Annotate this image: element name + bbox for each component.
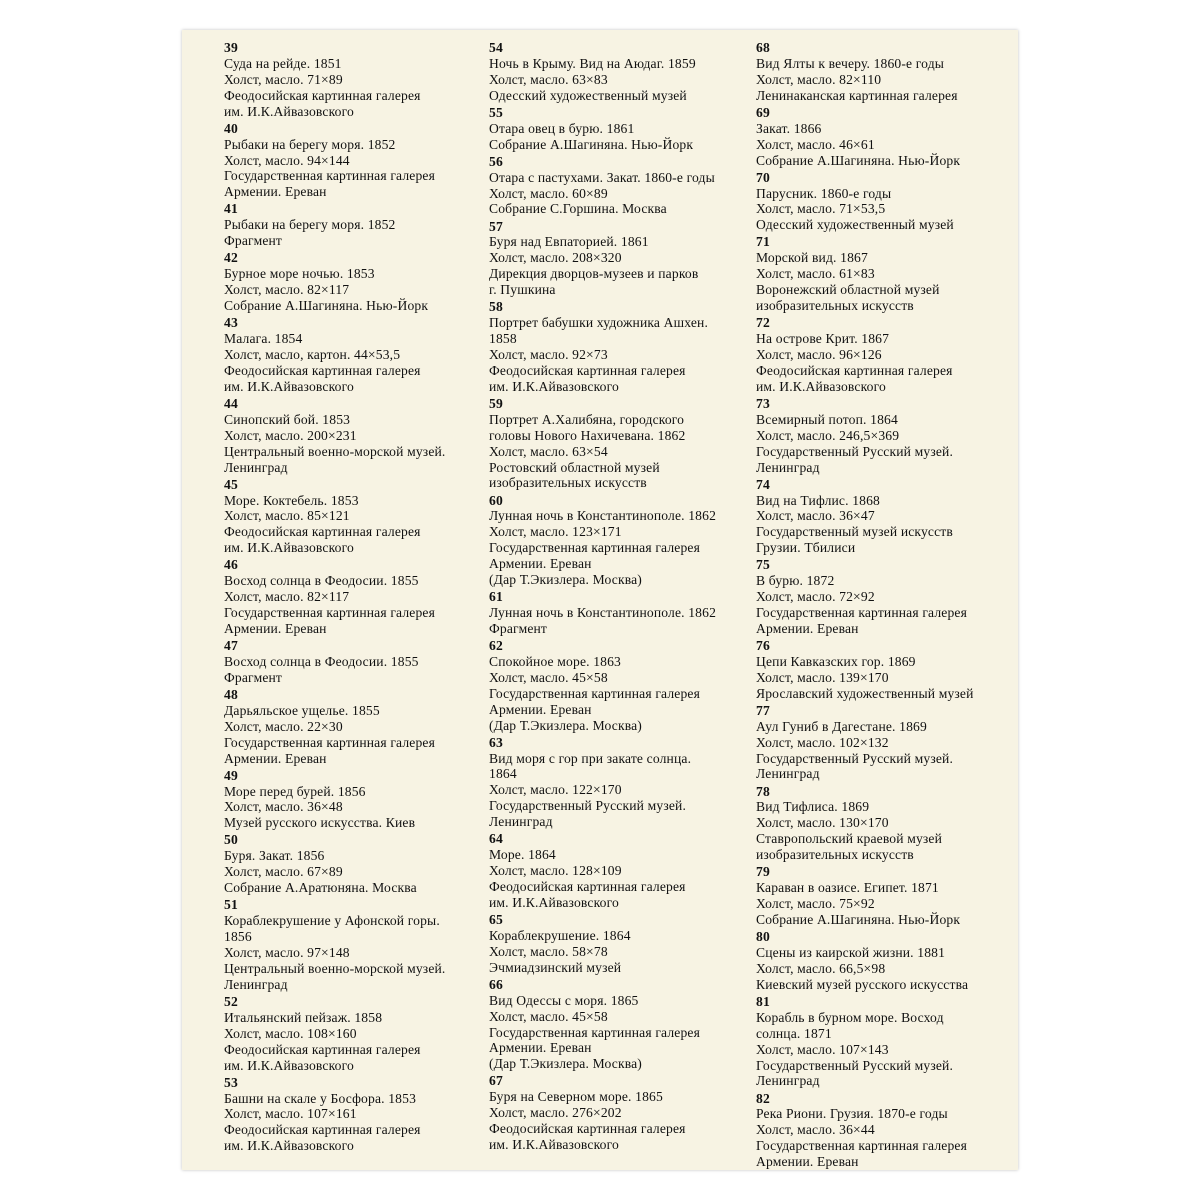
catalog-entry: [224, 1075, 486, 1155]
entry-line: Ленинград: [489, 814, 553, 830]
entry-line: Холст, масло. 45×58: [489, 1008, 608, 1024]
entry-line: им. И.К.Айвазовского: [756, 378, 886, 394]
catalog-entry: [756, 170, 1014, 234]
entry-line: Восход солнца в Феодосии. 1855: [224, 573, 419, 589]
entry-line: Государственный Русский музей.: [756, 443, 953, 459]
catalog-column-3: [756, 40, 1014, 1170]
entry-line: Ставропольский краевой музей: [756, 831, 943, 847]
entry-line: Лунная ночь в Константинополе. 1862: [489, 508, 717, 524]
catalog-entry: [224, 477, 486, 557]
entry-line: Феодосийская картинная галерея: [489, 879, 686, 894]
entry-line: им. И.К.Айвазовского: [224, 1138, 354, 1154]
catalog-entry: [756, 315, 1014, 395]
catalog-entry: [489, 831, 753, 911]
entry-number: 48: [224, 686, 238, 702]
entry-line: Государственная картинная галерея: [224, 605, 435, 621]
entry-line: Ростовский областной музей: [489, 459, 660, 475]
entry-line: На острове Крит. 1867: [756, 331, 890, 347]
entry-line: Сцены из каирской жизни. 1881: [756, 945, 946, 960]
entry-line: Центральный военно-морской музей.: [224, 443, 446, 459]
entry-line: Восход солнца в Феодосии. 1855: [224, 653, 419, 669]
entry-line: им. И.К.Айвазовского: [224, 378, 354, 394]
entry-line: 1864: [489, 766, 517, 782]
entry-line: Холст, масло. 36×48: [224, 799, 343, 815]
entry-line: Грузии. Тбилиси: [756, 540, 856, 556]
entry-line: Ленинград: [756, 766, 820, 782]
entry-line: Холст, масло. 107×161: [224, 1106, 357, 1122]
entry-line: Дирекция дворцов-музеев и парков: [489, 266, 699, 282]
entry-line: Всемирный потоп. 1864: [756, 411, 898, 427]
entry-line: Цепи Кавказских гор. 1869: [756, 653, 916, 669]
entry-line: 1856: [224, 929, 252, 945]
catalog-entry: [224, 832, 486, 896]
entry-line: Вид Тифлиса. 1869: [756, 799, 870, 815]
entry-line: Государственный Русский музей.: [756, 1057, 953, 1073]
entry-line: Фрагмент: [489, 620, 548, 636]
entry-line: Феодосийская картинная галерея: [224, 87, 421, 103]
entry-line: Холст, масло. 208×320: [489, 250, 622, 266]
catalog-entry: [756, 40, 1014, 104]
catalog-entry: [756, 994, 1014, 1089]
entry-line: Холст, масло. 36×44: [756, 1122, 875, 1138]
entry-number: 78: [756, 783, 770, 799]
entry-number: 65: [489, 912, 503, 927]
entry-number: 76: [756, 638, 770, 654]
entry-line: В бурю. 1872: [756, 573, 835, 589]
catalog-entry: [224, 897, 486, 992]
entry-line: Холст, масло. 130×170: [756, 815, 889, 831]
entry-number: 61: [489, 589, 503, 605]
entry-number: 42: [224, 250, 238, 266]
entry-number: 59: [489, 395, 503, 411]
entry-line: Армении. Ереван: [224, 184, 327, 200]
entry-line: Армении. Ереван: [489, 556, 592, 572]
catalog-entry: [489, 154, 753, 218]
entry-number: 41: [224, 201, 238, 217]
entry-line: Лунная ночь в Константинополе. 1862: [489, 605, 717, 621]
entry-line: Армении. Ереван: [756, 1154, 859, 1170]
entry-number: 55: [489, 104, 503, 120]
entry-line: г. Пушкина: [489, 282, 556, 298]
catalog-entry: [489, 219, 753, 299]
entry-number: 73: [756, 395, 770, 411]
entry-line: Холст, масло. 107×143: [756, 1041, 889, 1057]
catalog-entry: [489, 105, 753, 153]
entry-line: Холст, масло. 72×92: [756, 589, 875, 605]
catalog-entry: [224, 315, 486, 395]
entry-line: Дарьяльское ущелье. 1855: [224, 702, 380, 718]
entry-line: Корабль в бурном море. Восход: [756, 1009, 944, 1025]
entry-line: Спокойное море. 1863: [489, 653, 622, 669]
entry-number: 82: [756, 1090, 770, 1106]
catalog-entry: [756, 557, 1014, 637]
entry-line: Собрание А.Шагиняна. Нью-Йорк: [756, 152, 961, 168]
entry-line: Холст, масло. 122×170: [489, 782, 622, 798]
entry-line: Холст, масло. 58×78: [489, 943, 608, 959]
entry-line: Холст, масло. 71×89: [224, 71, 343, 87]
entry-number: 71: [756, 234, 770, 250]
entry-number: 56: [489, 153, 503, 169]
entry-line: Холст, масло. 85×121: [224, 508, 350, 524]
entry-line: Буря на Северном море. 1865: [489, 1089, 663, 1105]
entry-number: 80: [756, 929, 770, 945]
entry-line: Государственный Русский музей.: [756, 750, 953, 766]
entry-number: 49: [224, 767, 238, 783]
entry-line: Феодосийская картинная галерея: [224, 362, 421, 378]
entry-line: Армении. Ереван: [489, 701, 592, 717]
entry-line: им. И.К.Айвазовского: [224, 1057, 354, 1073]
catalog-entry: [224, 638, 486, 686]
catalog-entry: [224, 994, 486, 1074]
entry-line: им. И.К.Айвазовского: [224, 103, 354, 119]
entry-line: Холст, масло. 276×202: [489, 1105, 622, 1121]
entry-line: Кораблекрушение у Афонской горы.: [224, 913, 440, 929]
entry-line: Холст, масло. 61×83: [756, 266, 875, 282]
entry-line: (Дар Т.Экизлера. Москва): [489, 1056, 642, 1072]
entry-line: Холст, масло. 67×89: [224, 864, 343, 880]
entry-line: Собрание С.Горшина. Москва: [489, 201, 667, 217]
entry-line: Эчмиадзинский музей: [489, 959, 622, 975]
entry-line: Собрание А.Шагиняна. Нью-Йорк: [756, 912, 961, 927]
entry-line: Холст, масло. 139×170: [756, 669, 889, 685]
catalog-entry: [224, 201, 486, 249]
entry-line: Государственная картинная галерея: [224, 734, 435, 750]
entry-line: Закат. 1866: [756, 120, 822, 136]
catalog-entry: [756, 477, 1014, 557]
entry-line: Музей русского искусства. Киев: [224, 815, 416, 831]
entry-line: Феодосийская картинная галерея: [224, 1041, 421, 1057]
entry-line: Ленинград: [224, 459, 288, 475]
entry-line: Государственная картинная галерея: [489, 685, 700, 701]
entry-line: Холст, масло. 71×53,5: [756, 201, 886, 217]
entry-line: Итальянский пейзаж. 1858: [224, 1009, 383, 1025]
entry-line: Холст, масло. 102×132: [756, 734, 889, 750]
entry-line: 1858: [489, 331, 517, 347]
catalog-entry: [489, 40, 753, 104]
catalog-entry: [224, 557, 486, 637]
entry-line: (Дар Т.Экизлера. Москва): [489, 717, 642, 733]
catalog-entry: [489, 396, 753, 491]
catalog-column-2: [489, 40, 753, 1154]
entry-line: Феодосийская картинная галерея: [489, 1121, 686, 1137]
entry-line: изобразительных искусств: [756, 847, 914, 863]
entry-number: 57: [489, 218, 503, 234]
entry-line: Река Риони. Грузия. 1870-е годы: [756, 1106, 948, 1122]
entry-line: Морской вид. 1867: [756, 250, 868, 266]
entry-number: 47: [224, 638, 238, 654]
catalog-entry: [489, 589, 753, 637]
entry-line: Башни на скале у Босфора. 1853: [224, 1090, 417, 1106]
entry-line: Рыбаки на берегу моря. 1852: [224, 136, 396, 152]
entry-line: Вид моря с гор при закате солнца.: [489, 750, 692, 766]
catalog-entry: [489, 638, 753, 733]
entry-number: 50: [224, 832, 238, 848]
entry-line: Холст, масло. 94×144: [224, 152, 350, 168]
entry-line: Государственная картинная галерея: [224, 168, 435, 184]
entry-line: Море перед бурей. 1856: [224, 783, 366, 799]
entry-number: 46: [224, 557, 238, 573]
entry-number: 63: [489, 734, 503, 750]
entry-line: Холст, масло. 22×30: [224, 718, 343, 734]
entry-number: 44: [224, 395, 238, 411]
entry-line: Холст, масло. 82×110: [756, 71, 882, 87]
catalog-entry: [224, 687, 486, 767]
entry-number: 58: [489, 299, 503, 315]
entry-line: Армении. Ереван: [756, 620, 859, 636]
entry-line: Государственная картинная галерея: [489, 540, 700, 556]
entry-line: Центральный военно-морской музей.: [224, 960, 446, 976]
entry-line: головы Нового Нахичевана. 1862: [489, 427, 686, 443]
entry-number: 53: [224, 1074, 238, 1090]
entry-line: Парусник. 1860-е годы: [756, 185, 892, 201]
entry-number: 64: [489, 831, 503, 847]
entry-number: 40: [224, 120, 238, 136]
entry-line: Караван в оазисе. Египет. 1871: [756, 880, 939, 896]
catalog-entry: [756, 396, 1014, 476]
entry-number: 45: [224, 476, 238, 492]
entry-number: 77: [756, 702, 770, 718]
entry-line: Государственный Русский музей.: [489, 798, 686, 814]
catalog-entry: [489, 1073, 753, 1153]
catalog-entry: [224, 121, 486, 201]
catalog-entry: [489, 977, 753, 1072]
entry-line: Море. 1864: [489, 847, 556, 863]
entry-line: изобразительных искусств: [756, 298, 914, 314]
catalog-entry: [489, 912, 753, 976]
entry-line: Малага. 1854: [224, 331, 303, 347]
catalog-entry: [756, 234, 1014, 314]
entry-number: 68: [756, 40, 770, 55]
entry-line: Холст, масло. 60×89: [489, 185, 608, 201]
catalog-entry: [224, 396, 486, 476]
entry-number: 81: [756, 993, 770, 1009]
catalog-entry: [489, 735, 753, 830]
entry-line: Феодосийская картинная галерея: [224, 1122, 421, 1138]
entry-line: Портрет бабушки художника Ашхен.: [489, 315, 709, 331]
entry-number: 43: [224, 315, 238, 331]
entry-line: Суда на рейде. 1851: [224, 55, 342, 71]
entry-line: Ленинград: [756, 1073, 820, 1089]
catalog-entry: [756, 1091, 1014, 1170]
entry-line: Холст, масло. 63×54: [489, 443, 608, 459]
entry-line: Бурное море ночью. 1853: [224, 266, 375, 282]
entry-line: Холст, масло. 92×73: [489, 346, 608, 362]
entry-number: 70: [756, 169, 770, 185]
entry-line: Холст, масло. 63×83: [489, 71, 608, 87]
entry-line: Вид Ялты к вечеру. 1860-е годы: [756, 55, 945, 71]
entry-line: Одесский художественный музей: [756, 217, 954, 233]
entry-line: изобразительных искусств: [489, 475, 647, 491]
entry-line: Ленинград: [224, 976, 288, 992]
entry-line: Буря над Евпаторией. 1861: [489, 234, 649, 250]
entry-line: Холст, масло. 246,5×369: [756, 427, 900, 443]
entry-line: им. И.К.Айвазовского: [489, 1137, 619, 1153]
entry-line: Феодосийская картинная галерея: [756, 362, 953, 378]
entry-line: Буря. Закат. 1856: [224, 848, 325, 864]
entry-line: им. И.К.Айвазовского: [489, 378, 619, 394]
catalog-entry: [489, 299, 753, 394]
entry-line: Холст, масло. 82×117: [224, 282, 350, 298]
entry-line: Холст, масло. 46×61: [756, 136, 875, 152]
entry-line: Государственный музей искусств: [756, 524, 953, 540]
catalog-entry: [756, 105, 1014, 169]
entry-line: Фрагмент: [224, 669, 283, 685]
catalog-entry: [224, 768, 486, 832]
catalog-entry: [224, 40, 486, 120]
entry-line: Холст, масло. 97×148: [224, 945, 350, 960]
entry-line: Портрет А.Халибяна, городского: [489, 411, 685, 427]
entry-line: Воронежский областной музей: [756, 282, 940, 298]
entry-number: 66: [489, 976, 503, 992]
entry-line: Армении. Ереван: [224, 750, 327, 766]
catalog-entry: [756, 929, 1014, 993]
entry-number: 51: [224, 897, 238, 913]
catalog-entry: [756, 703, 1014, 783]
entry-line: Ленинаканская картинная галерея: [756, 87, 958, 103]
entry-number: 79: [756, 864, 770, 880]
catalog-entry: [756, 638, 1014, 702]
entry-line: Холст, масло. 128×109: [489, 863, 622, 879]
catalog-column-1: [224, 40, 486, 1155]
entry-line: Рыбаки на берегу моря. 1852: [224, 217, 396, 233]
entry-line: Феодосийская картинная галерея: [224, 524, 421, 540]
entry-line: им. И.К.Айвазовского: [224, 540, 354, 556]
entry-line: им. И.К.Айвазовского: [489, 894, 619, 910]
entry-number: 75: [756, 557, 770, 573]
entry-line: Собрание А.Шагиняна. Нью-Йорк: [489, 136, 694, 152]
entry-line: Отара с пастухами. Закат. 1860-е годы: [489, 169, 715, 185]
entry-line: Феодосийская картинная галерея: [489, 362, 686, 378]
entry-line: Кораблекрушение. 1864: [489, 927, 631, 943]
entry-number: 39: [224, 40, 238, 55]
entry-number: 52: [224, 993, 238, 1009]
entry-line: Море. Коктебель. 1853: [224, 492, 359, 508]
entry-line: Государственная картинная галерея: [756, 605, 967, 621]
entry-number: 54: [489, 40, 503, 55]
entry-line: Ленинград: [756, 459, 820, 475]
entry-line: Холст, масло. 123×171: [489, 524, 622, 540]
entry-number: 69: [756, 104, 770, 120]
entry-number: 60: [489, 492, 503, 508]
catalog-page: [182, 30, 1018, 1170]
entry-number: 72: [756, 315, 770, 331]
catalog-entry: [756, 864, 1014, 928]
entry-line: Армении. Ереван: [224, 620, 327, 636]
catalog-entry: [756, 784, 1014, 864]
entry-line: Отара овец в бурю. 1861: [489, 120, 635, 136]
entry-line: Холст, масло. 45×58: [489, 669, 608, 685]
catalog-entry: [224, 250, 486, 314]
entry-line: Вид на Тифлис. 1868: [756, 492, 880, 508]
entry-line: Государственная картинная галерея: [756, 1138, 967, 1154]
entry-line: Вид Одессы с моря. 1865: [489, 992, 639, 1008]
entry-line: Холст, масло. 66,5×98: [756, 960, 886, 976]
entry-line: Фрагмент: [224, 233, 283, 249]
catalog-entry: [489, 493, 753, 588]
entry-number: 74: [756, 476, 770, 492]
entry-line: Собрание А.Шагиняна. Нью-Йорк: [224, 298, 429, 314]
entry-line: Синопский бой. 1853: [224, 411, 351, 427]
entry-line: Холст, масло. 82×117: [224, 589, 350, 605]
entry-line: Холст, масло. 200×231: [224, 427, 357, 443]
entry-line: Аул Гуниб в Дагестане. 1869: [756, 718, 927, 734]
entry-line: Холст, масло. 108×160: [224, 1025, 357, 1041]
entry-line: Холст, масло. 36×47: [756, 508, 875, 524]
entry-line: Армении. Ереван: [489, 1040, 592, 1056]
entry-line: (Дар Т.Экизлера. Москва): [489, 572, 642, 588]
entry-line: Холст, масло, картон. 44×53,5: [224, 346, 401, 362]
entry-line: Государственная картинная галерея: [489, 1024, 700, 1040]
entry-line: Ночь в Крыму. Вид на Аюдаг. 1859: [489, 55, 696, 71]
entry-line: Собрание А.Аратюняна. Москва: [224, 880, 417, 896]
entry-line: Одесский художественный музей: [489, 87, 687, 103]
entry-line: солнца. 1871: [756, 1025, 832, 1041]
entry-line: Холст, масло. 96×126: [756, 346, 882, 362]
entry-number: 62: [489, 638, 503, 654]
entry-line: Холст, масло. 75×92: [756, 896, 875, 912]
entry-line: Ярославский художественный музей: [756, 685, 974, 701]
entry-number: 67: [489, 1073, 503, 1089]
entry-line: Киевский музей русского искусства: [756, 976, 969, 992]
